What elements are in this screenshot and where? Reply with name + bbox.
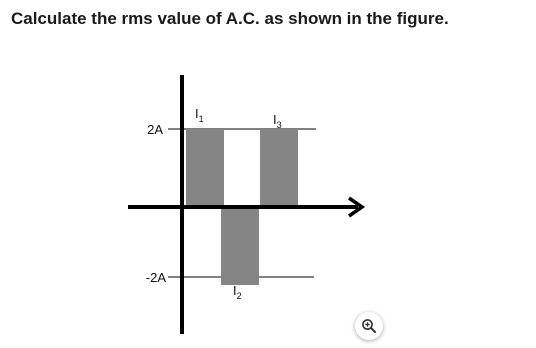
pulse-label-3-sub: 3 (276, 120, 282, 130)
zoom-button[interactable] (355, 312, 383, 340)
pulse-label-1-sub: 1 (198, 114, 204, 124)
pulse-label-3-base: I (273, 112, 277, 127)
y-label-positive: 2A (147, 122, 163, 137)
pulse-label-1-base: I (195, 106, 199, 121)
pulse-bar-2 (221, 207, 259, 285)
pulse-bar-3 (260, 129, 298, 207)
y-label-negative: -2A (145, 270, 166, 285)
pulse-label-2-sub: 2 (236, 291, 242, 301)
question-text: Calculate the rms value of A.C. as shown in the figure. (11, 9, 449, 28)
pulse-label-2 (233, 283, 242, 301)
pulse-label-2-base: I (233, 283, 237, 298)
zoom-in-icon (361, 318, 377, 334)
pulse-bar-1 (186, 129, 224, 207)
pulse-label-3 (273, 112, 282, 130)
pulse-label-1 (195, 106, 204, 124)
